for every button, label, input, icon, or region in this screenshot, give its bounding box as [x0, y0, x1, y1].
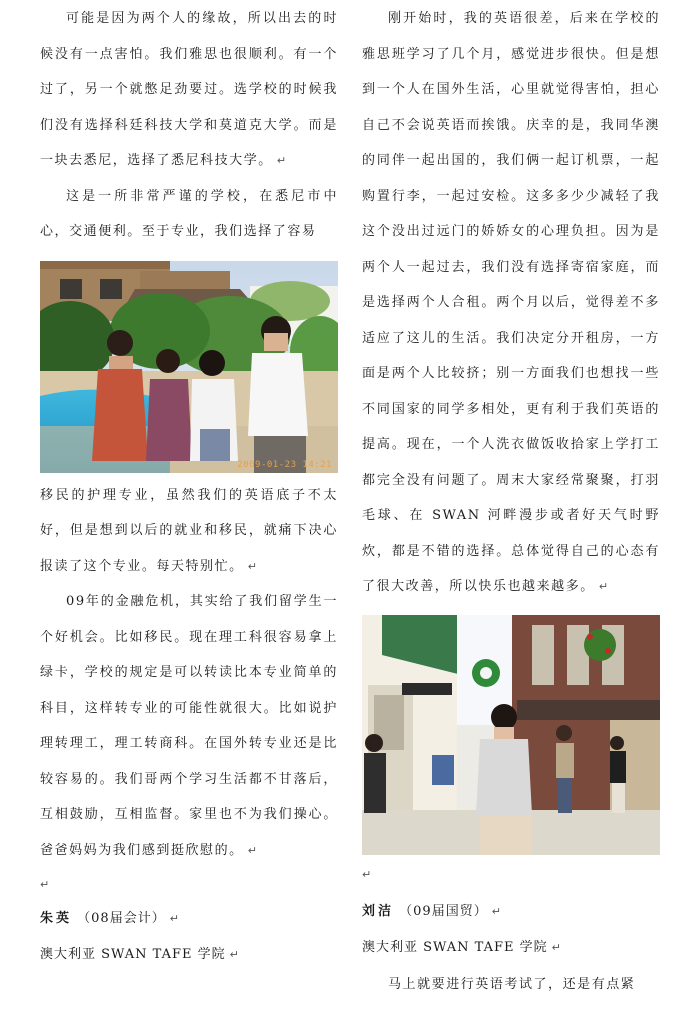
author-name: 刘洁	[362, 903, 395, 919]
paragraph: 可能是因为两个人的缘故，所以出去的时候没有一点害怕。我们雅思也很顺利。有一个过了，另一个就憋足劲要过。选学校的时候我们没有选择科廷科技大学和莫道克大学。而是一块去悉尼，选择了悉尼科技大学。 ↵	[40, 11, 338, 168]
paragraph: 这是一所非常严谨的学校，在悉尼市中心，交通便利。至于专业，我们选择了容易	[40, 188, 338, 239]
photo-street-image	[362, 615, 660, 855]
author-name: 朱英	[40, 911, 73, 926]
author-line	[40, 902, 338, 936]
author-line	[362, 895, 660, 929]
author-class: （08届会计）	[77, 911, 166, 926]
school-name: 澳大利亚 SWAN TAFE 学院 ↵	[40, 947, 240, 962]
paragraph-mark-icon: ↵	[551, 940, 562, 954]
paragraph-mark-icon: ↵	[598, 580, 610, 593]
paragraph: 马上就要进行英语考试了，还是有点紧	[388, 976, 636, 992]
photo-group-image	[40, 261, 338, 473]
author-class: （09届国贸）	[399, 903, 488, 919]
photo-street-scene	[362, 615, 660, 855]
paragraph-mark-icon: ↵	[247, 843, 259, 857]
paragraph-mark-icon: ↵	[491, 904, 502, 918]
paragraph-mark-icon: ↵	[362, 867, 372, 881]
paragraph: 09年的金融危机，其实给了我们留学生一个好机会。比如移民。现在理工科很容易拿上绿卡，学校的规定是可以转读比本专业简单的科目，这样转专业的可能性就很大。比如说护理转理工，理工转商科。在国外转专业还是比较容易的。我们哥两个学习生活都不甘落后，互相鼓励，互相监督。家里也不为我们操心。爸爸妈妈为我们感到挺欣慰的。 ↵	[40, 594, 338, 858]
photo-group-at-pool	[40, 261, 338, 473]
left-column	[40, 0, 338, 974]
paragraph-mark-icon: ↵	[229, 948, 240, 961]
paragraph-mark-icon: ↵	[276, 154, 288, 167]
paragraph: 移民的护理专业，虽然我们的英语底子不太好，但是想到以后的就业和移民，就痛下决心报读了这个专业。每天特别忙。 ↵	[40, 487, 338, 574]
paragraph-mark-icon: ↵	[169, 912, 180, 925]
photo-date-stamp: 2009-01-23 14:21	[237, 459, 332, 470]
paragraph-mark-icon: ↵	[40, 878, 50, 891]
paragraph: 刚开始时，我的英语很差，后来在学校的雅思班学习了几个月，感觉进步很快。但是想到一个人在国外生活，心里就觉得害怕，担心自己不会说英语而挨饿。庆幸的是，我同华澳的同伴一起出国的，我们俩一起订机票，一起购置行李，一起过安检。这多多少少减轻了我这个没出过远门的娇娇女的心理负担。因为是两个人一起过去，我们没有选择寄宿家庭，而是选择两个人合租。两个月以后，觉得差不多适应了这儿的生活。我们决定分开租房，一方面是两个人比较挤；别一方面我们也想找一些不同国家的同学多相处，更有利于我们英语的提高。现在，一个人洗衣做饭收拾家上学打工都完全没有问题了。周末大家经常聚聚，打羽毛球、在 SWAN 河畔漫步或者好天气时野炊，都是不错的选择。总体觉得自己的心态有了很大改善，所以快乐也越来越多。 ↵	[362, 11, 660, 594]
paragraph-mark-icon: ↵	[247, 559, 259, 573]
school-name: 澳大利亚 SWAN TAFE 学院 ↵	[362, 939, 562, 955]
right-column	[362, 0, 660, 1002]
